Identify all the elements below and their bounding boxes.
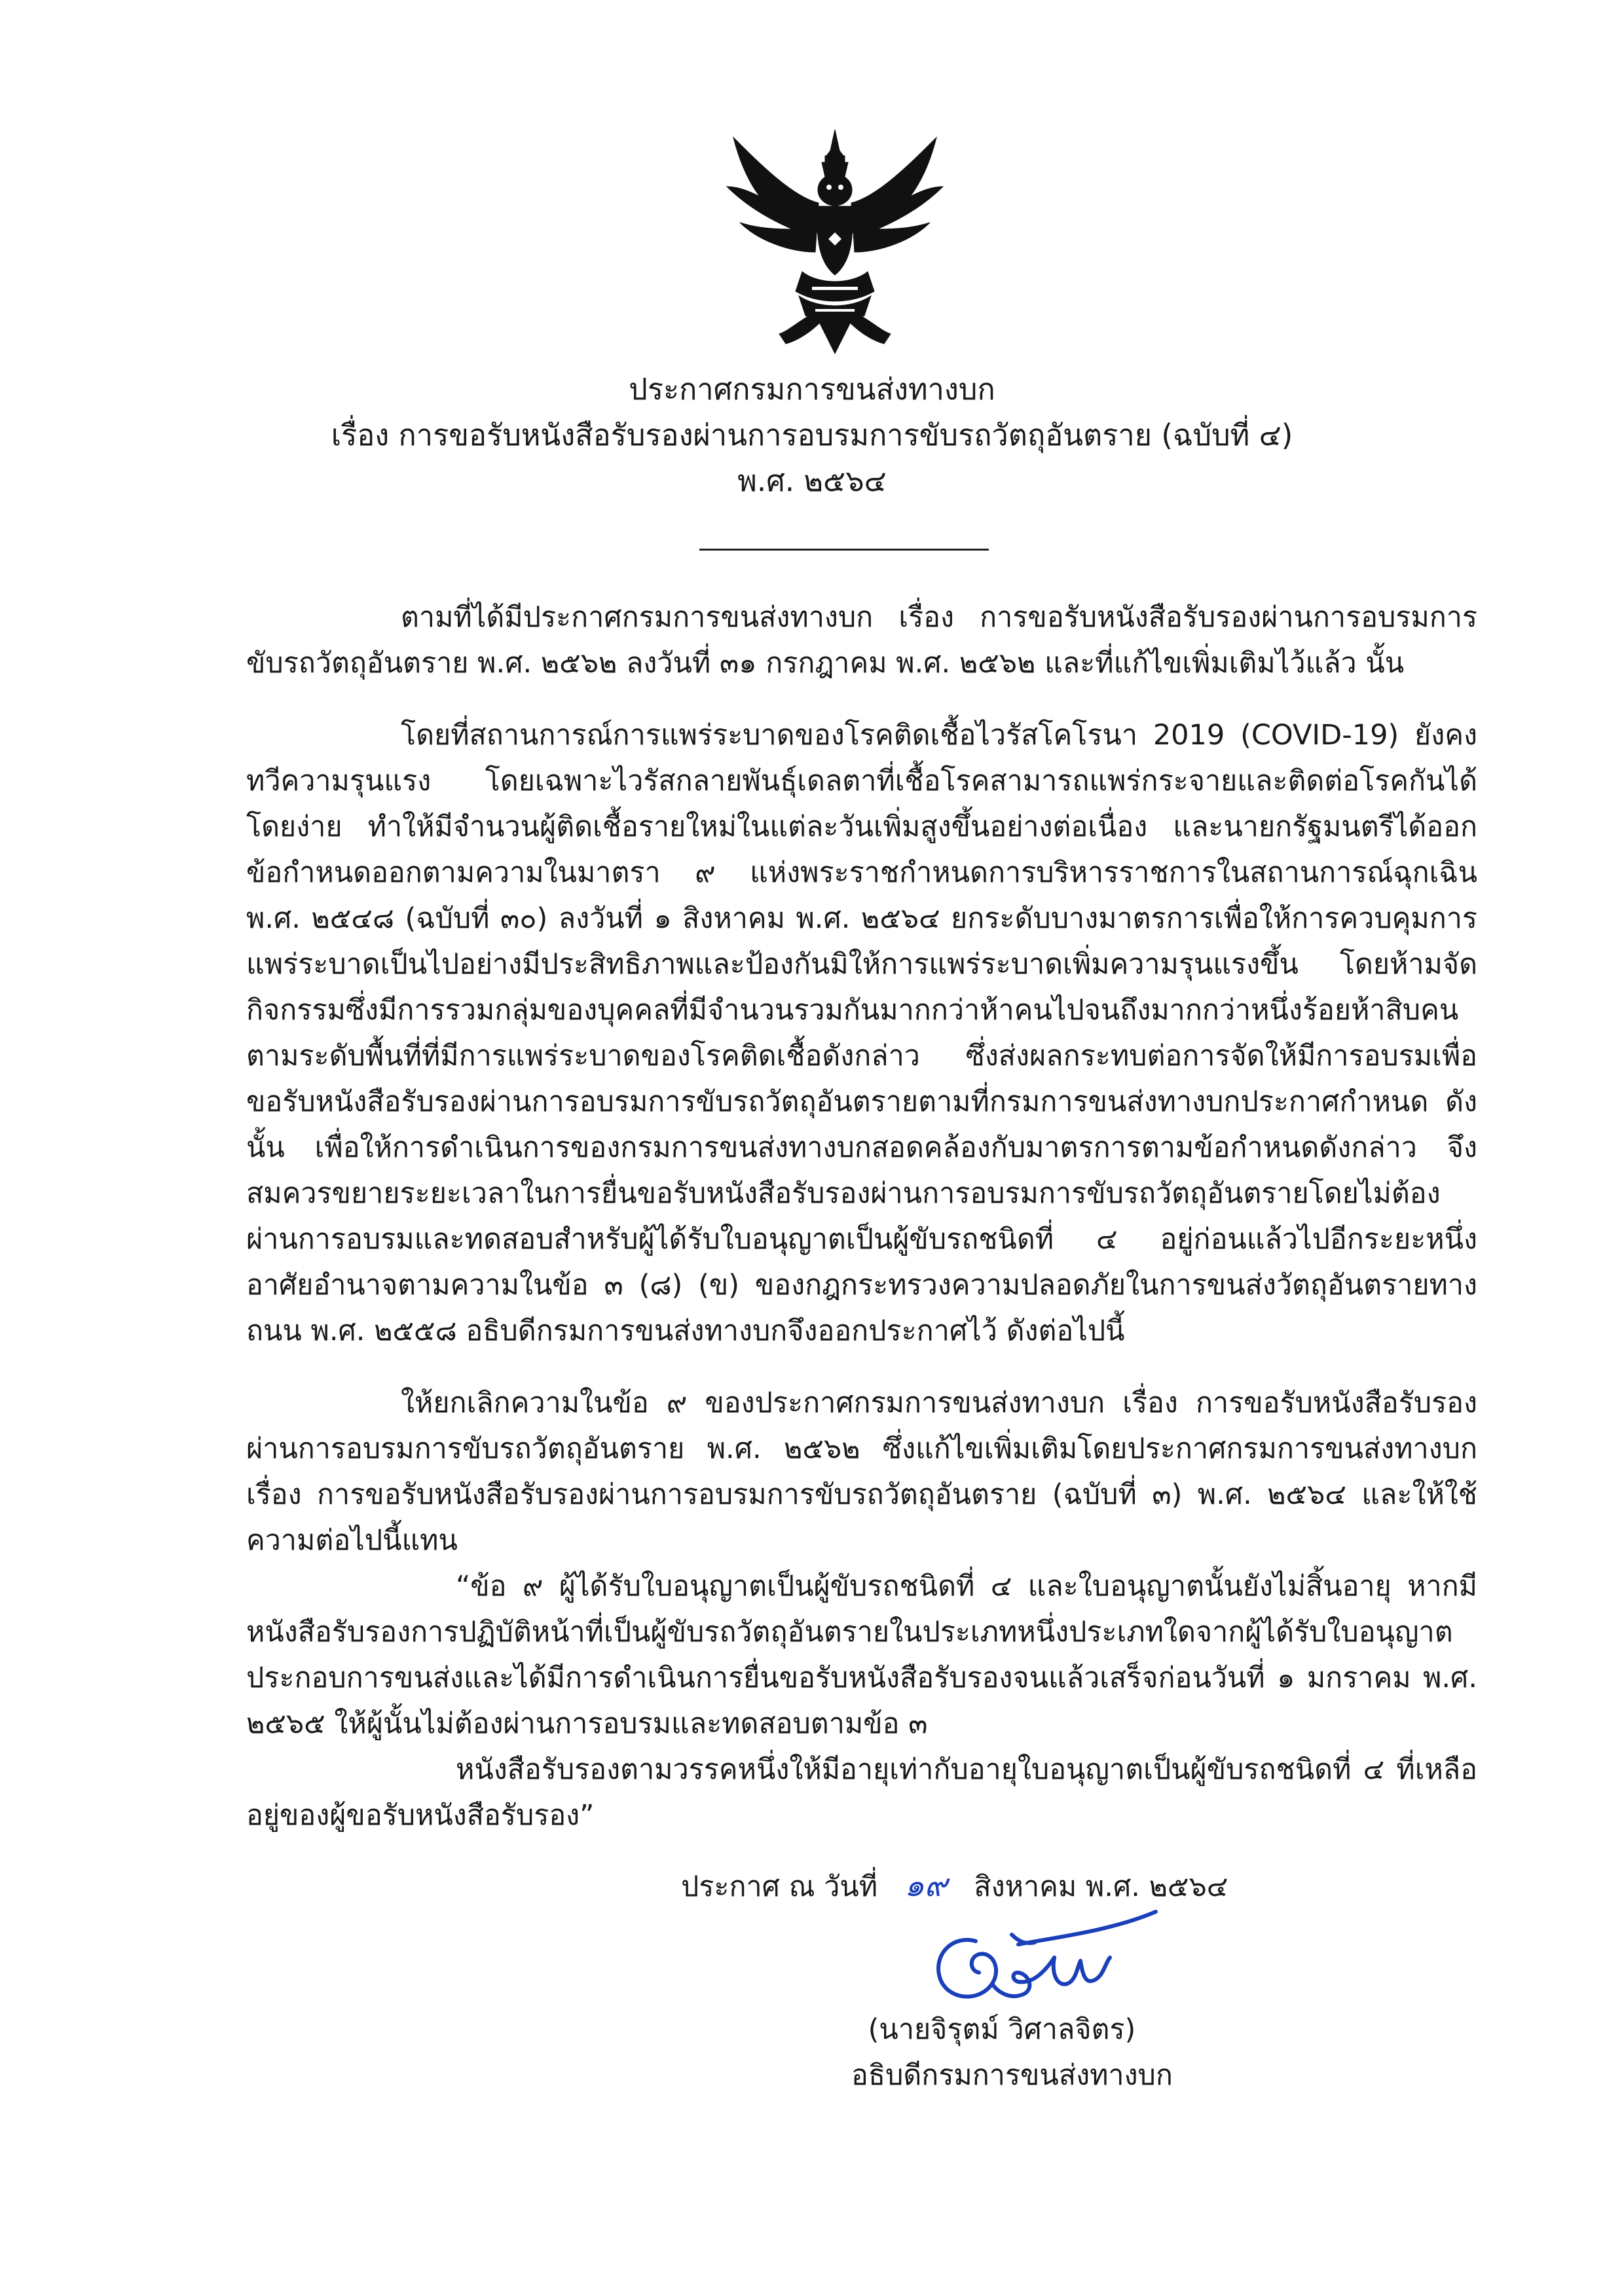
document-body bbox=[246, 594, 1477, 1838]
quoted-clause-9-paragraph-2: หนังสือรับรองตามวรรคหนึ่งให้มีอายุเท่ากับอายุใบอนุญาตเป็นผู้ขับรถชนิดที่ ๔ ที่เหลืออยู่ของผู้ขอรับหนังสือรับรอง” bbox=[246, 1753, 1477, 1832]
announce-day: ๑๙ bbox=[904, 1867, 948, 1904]
paragraph-preamble: ตามที่ได้มีประกาศกรมการขนส่งทางบก เรื่อง การขอรับหนังสือรับรองผ่านการอบรมการขับรถวัตถุอันตราย พ.ศ. ๒๕๖๒ ลงวันที่ ๓๑ กรกฎาคม พ.ศ. ๒๕๖๒ และที่แก้ไขเพิ่มเติมไว้แล้ว นั้น bbox=[246, 601, 1477, 680]
handwritten-signature bbox=[913, 1895, 1162, 2020]
garuda-emblem-icon bbox=[720, 124, 950, 357]
signer-name: (นายจิรุตม์ วิศาลจิตร) bbox=[868, 2013, 1136, 2046]
document-year: พ.ศ. ๒๕๖๔ bbox=[737, 464, 887, 498]
signer-title: อธิบดีกรมการขนส่งทางบก bbox=[851, 2059, 1173, 2092]
announce-prefix: ประกาศ ณ วันที่ bbox=[681, 1870, 878, 1903]
paragraph-reasons: โดยที่สถานการณ์การแพร่ระบาดของโรคติดเชื้อไวรัสโคโรนา 2019 (COVID-19) ยังคงทวีความรุนแรง โดยเฉพาะไวรัสกลายพันธุ์เดลตาที่เชื้อโรคสามารถแพร่กระจายและติดต่อโรคกันได้โดยง่าย ทำให้มีจำนวนผู้ติดเชื้อรายใหม่ในแต่ละวันเพิ่มสูงขึ้นอย่างต่อเนื่อง และนายกรัฐมนตรีได้ออกข้อกำหนดออกตามความในมาตรา ๙ แห่งพระราชกำหนดการบริหารราชการในสถานการณ์ฉุกเฉิน พ.ศ. ๒๕๔๘ (ฉบับที่ ๓๐) ลงวันที่ ๑ สิงหาคม พ.ศ. ๒๕๖๔ ยกระดับบางมาตรการเพื่อให้การควบคุมการแพร่ระบาดเป็นไปอย่างมีประสิทธิภาพและป้องกันมิให้การแพร่ระบาดเพิ่มความรุนแรงขึ้น โดยห้ามจัดกิจกรรมซึ่งมีการรวมกลุ่มของบุคคลที่มีจำนวนรวมกันมากกว่าห้าคนไปจนถึงมากกว่าหนึ่งร้อยห้าสิบคนตามระดับพื้นที่ที่มีการแพร่ระบาดของโรคติดเชื้อดังกล่าว ซึ่งส่งผลกระทบต่อการจัดให้มีการอบรมเพื่อขอรับหนังสือรับรองผ่านการอบรมการขับรถวัตถุอันตรายตามที่กรมการขนส่งทางบกประกาศกำหนด ดังนั้น เพื่อให้การดำเนินการของกรมการขนส่งทางบกสอดคล้องกับมาตรการตามข้อกำหนดดังกล่าว จึงสมควรขยายระยะเวลาในการยื่นขอรับหนังสือรับรองผ่านการอบรมการขับรถวัตถุอันตรายโดยไม่ต้องผ่านการอบรมและทดสอบสำหรับผู้ได้รับใบอนุญาตเป็นผู้ขับรถชนิดที่ ๔ อยู่ก่อนแล้วไปอีกระยะหนึ่ง อาศัยอำนาจตามความในข้อ ๓ (๘) (ข) ของกฎกระทรวงความปลอดภัยในการขนส่งวัตถุอันตรายทางถนน พ.ศ. ๒๕๕๘ อธิบดีกรมการขนส่งทางบกจึงออกประกาศไว้ ดังต่อไปนี้ bbox=[246, 719, 1477, 1347]
heading-divider bbox=[699, 549, 989, 551]
document-heading bbox=[0, 367, 1624, 504]
document-title: ประกาศกรมการขนส่งทางบก bbox=[629, 372, 995, 407]
document-subject: เรื่อง การขอรับหนังสือรับรองผ่านการอบรมการขับรถวัตถุอันตราย (ฉบับที่ ๔) bbox=[331, 418, 1293, 452]
paragraph-amendment: ให้ยกเลิกความในข้อ ๙ ของประกาศกรมการขนส่งทางบก เรื่อง การขอรับหนังสือรับรองผ่านการอบรมการขับรถวัตถุอันตราย พ.ศ. ๒๕๖๒ ซึ่งแก้ไขเพิ่มเติมโดยประกาศกรมการขนส่งทางบก เรื่อง การขอรับหนังสือรับรองผ่านการอบรมการขับรถวัตถุอันตราย (ฉบับที่ ๓) พ.ศ. ๒๕๖๔ และให้ใช้ความต่อไปนี้แทน bbox=[246, 1387, 1477, 1557]
announce-suffix: สิงหาคม พ.ศ. ๒๕๖๔ bbox=[974, 1870, 1228, 1903]
quoted-clause-9: “ข้อ ๙ ผู้ได้รับใบอนุญาตเป็นผู้ขับรถชนิดที่ ๔ และใบอนุญาตนั้นยังไม่สิ้นอายุ หากมีหนังสือรับรองการปฏิบัติหน้าที่เป็นผู้ขับรถวัตถุอันตรายในประเภทหนึ่งประเภทใดจากผู้ได้รับใบอนุญาตประกอบการขนส่งและได้มีการดำเนินการยื่นขอรับหนังสือรับรองจนแล้วเสร็จก่อนวันที่ ๑ มกราคม พ.ศ. ๒๕๖๕ ให้ผู้นั้นไม่ต้องผ่านการอบรมและทดสอบตามข้อ ๓ bbox=[246, 1570, 1477, 1740]
